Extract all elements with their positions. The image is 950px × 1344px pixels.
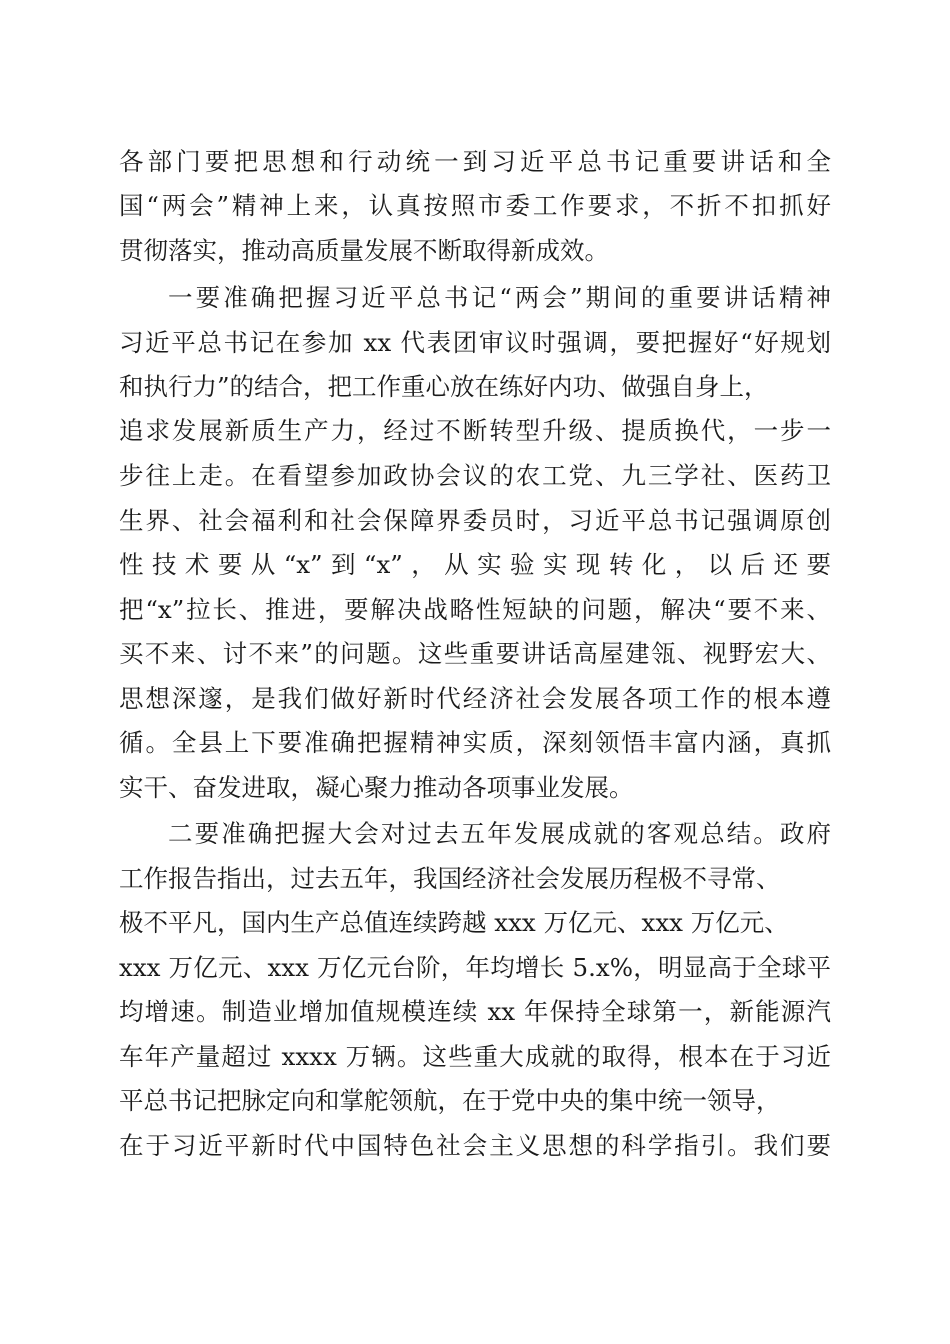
text-line: 各部门要把思想和行动统一到习近平总书记重要讲话和全 <box>119 147 831 176</box>
paragraph-heading-line: 二要准确把握大会对过去五年发展成就的客观总结。政府 <box>168 819 831 848</box>
text-line: 和执行力”的结合，把工作重心放在练好内功、做强自身上， <box>119 372 769 401</box>
text-line: 步往上走。在看望参加政协会议的农工党、九三学社、医药卫 <box>119 461 831 490</box>
text-line: 工作报告指出，过去五年，我国经济社会发展历程极不寻常、 <box>119 864 781 893</box>
text-line: 把“x”拉长、推进，要解决战略性短缺的问题，解决“要不来、 <box>119 595 831 624</box>
text-line: 生界、社会福利和社会保障界委员时，习近平总书记强调原创 <box>119 506 831 535</box>
text-line: 习近平总书记在参加 xx 代表团审议时强调，要把握好“好规划 <box>119 328 831 357</box>
text-line: 平总书记把脉定向和掌舵领航，在于党中央的集中统一领导， <box>119 1086 781 1115</box>
text-line: 买不来、讨不来”的问题。这些重要讲话高屋建瓴、视野宏大、 <box>119 639 831 668</box>
paragraph-heading-line: 一要准确把握习近平总书记“两会”期间的重要讲话精神 <box>168 283 831 312</box>
text-line: 性技术要从“x”到“x”，从实验实现转化，以后还要 <box>119 550 831 579</box>
text-line: 国“两会”精神上来，认真按照市委工作要求，不折不扣抓好 <box>119 191 831 220</box>
text-line: 思想深邃，是我们做好新时代经济社会发展各项工作的根本遵 <box>119 684 831 713</box>
text-line: xxx 万亿元、xxx 万亿元台阶，年均增长 5.x%，明显高于全球平 <box>119 953 831 982</box>
text-line: 实干、奋发进取，凝心聚力推动各项事业发展。 <box>119 773 634 802</box>
text-line: 循。全县上下要准确把握精神实质，深刻领悟丰富内涵，真抓 <box>119 728 831 757</box>
text-line: 在于习近平新时代中国特色社会主义思想的科学指引。我们要 <box>119 1131 831 1160</box>
text-line: 追求发展新质生产力，经过不断转型升级、提质换代，一步一 <box>119 416 831 445</box>
text-line: 贯彻落实，推动高质量发展不断取得新成效。 <box>119 236 609 265</box>
text-line: 车年产量超过 xxxx 万辆。这些重大成就的取得，根本在于习近 <box>119 1042 831 1071</box>
text-line: 均增速。制造业增加值规模连续 xx 年保持全球第一，新能源汽 <box>119 997 831 1026</box>
text-line: 极不平凡，国内生产总值连续跨越 xxx 万亿元、xxx 万亿元、 <box>119 908 789 937</box>
